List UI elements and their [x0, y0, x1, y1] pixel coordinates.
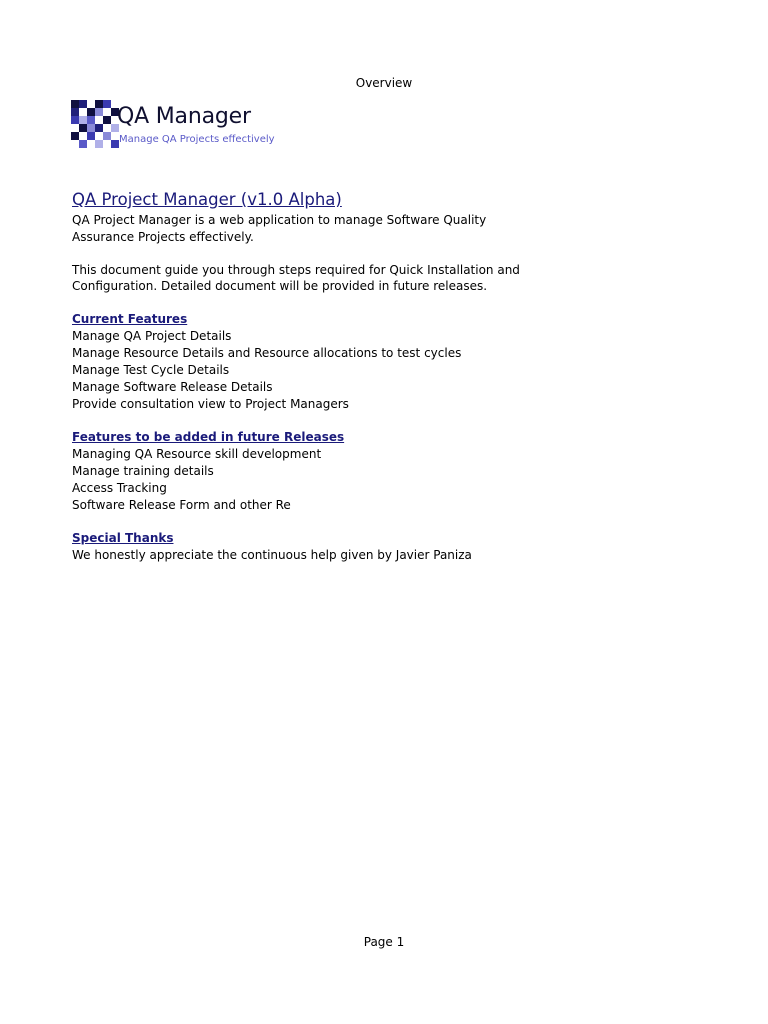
list-item: We honestly appreciate the continuous help given by Javier Paniza — [72, 547, 472, 562]
spacer — [72, 413, 712, 430]
spacer — [72, 295, 712, 312]
spacer — [72, 514, 712, 531]
spacer — [72, 245, 712, 262]
list-item: Software Release Form and other Re — [72, 497, 291, 512]
list-item: Access Tracking — [72, 480, 167, 495]
list-item: Manage training details — [72, 463, 214, 478]
future-features-list — [72, 446, 712, 514]
brand-tagline: Manage QA Projects effectively — [119, 134, 275, 145]
page-footer: Page 1 — [363, 935, 405, 949]
list-item: Managing QA Resource skill development — [72, 446, 322, 461]
logo-mosaic-icon — [71, 100, 119, 148]
list-item: Manage Software Release Details — [72, 379, 273, 394]
section-heading-special-thanks[interactable]: Special Thanks — [72, 531, 174, 545]
page-header: Overview — [355, 76, 413, 90]
guide-line-1: This document guide you through steps required for Quick Installation and — [72, 262, 520, 277]
guide-line-2: Configuration. Detailed document will be provided in future releases. — [72, 279, 488, 293]
list-item: Manage QA Project Details — [72, 328, 232, 343]
intro-line-1: QA Project Manager is a web application to manage Software Quality — [72, 213, 487, 227]
list-item: Manage Resource Details and Resource allocations to test cycles — [72, 345, 462, 360]
section-heading-future-features[interactable]: Features to be added in future Releases — [72, 430, 345, 444]
brand-title: QA Manager — [117, 104, 251, 129]
special-thanks-list — [72, 547, 712, 564]
intro-line-2: Assurance Projects effectively. — [72, 229, 254, 244]
current-features-list — [72, 328, 712, 413]
section-heading-current-features[interactable]: Current Features — [72, 312, 188, 326]
document-title: QA Project Manager (v1.0 Alpha) — [72, 190, 342, 209]
list-item: Manage Test Cycle Details — [72, 362, 230, 377]
document-body — [72, 189, 712, 564]
list-item: Provide consultation view to Project Managers — [72, 396, 349, 411]
